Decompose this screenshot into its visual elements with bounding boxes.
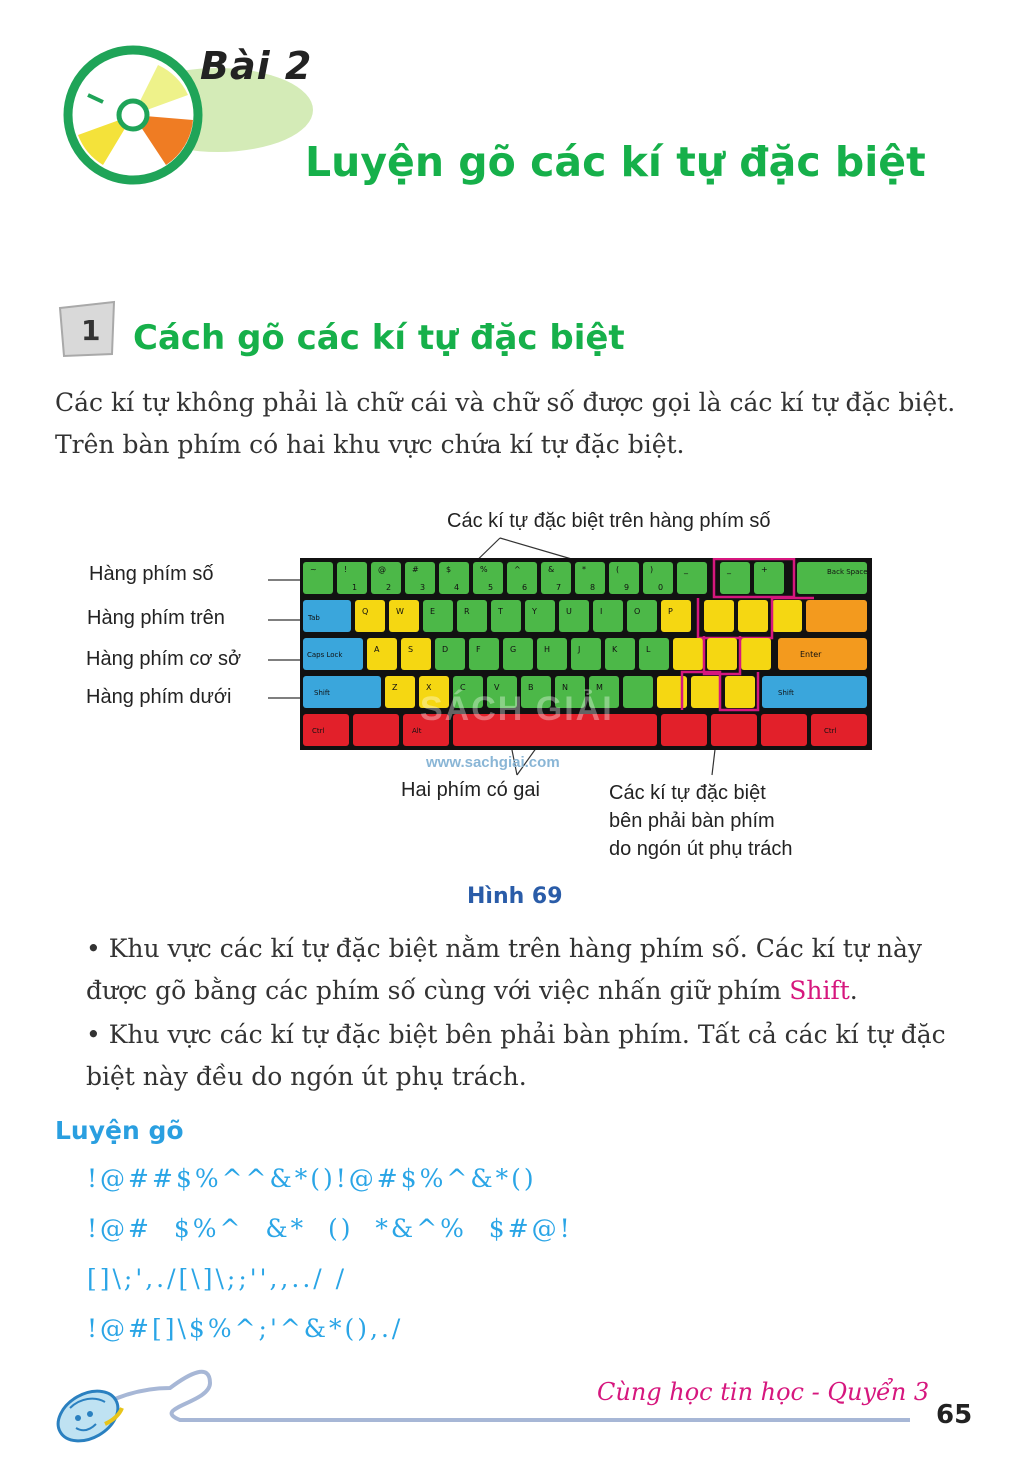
- svg-text:_: _: [727, 565, 731, 574]
- section-number: 1: [81, 314, 101, 347]
- book-title: Cùng học tin học - Quyển 3: [597, 1378, 930, 1406]
- callout-right-line-3: do ngón út phụ trách: [609, 838, 793, 860]
- key-caps-lock: Caps Lock: [307, 651, 343, 659]
- mouse-icon: [50, 1381, 127, 1448]
- key-h: H: [544, 645, 551, 654]
- key-backspace: Back Space: [827, 568, 868, 576]
- practice-line-1: !@##$%^^&*()!@#$%^&*(): [87, 1164, 537, 1193]
- watermark-logo: SÁCH GIẢI: [420, 690, 614, 728]
- svg-text:8: 8: [590, 583, 596, 592]
- svg-text:5: 5: [488, 583, 494, 592]
- section-title: Cách gõ các kí tự đặc biệt: [133, 318, 625, 358]
- key-a: A: [374, 645, 380, 654]
- svg-text:6: 6: [522, 583, 528, 592]
- row-label-number: Hàng phím số: [89, 563, 214, 585]
- key-shift-right: Shift: [778, 689, 794, 697]
- svg-text:!: !: [344, 565, 348, 574]
- svg-text:9: 9: [624, 583, 630, 592]
- key-r: R: [464, 607, 470, 616]
- callout-right-line-2: bên phải bàn phím: [609, 810, 775, 832]
- row-label-home: Hàng phím cơ sở: [86, 648, 242, 670]
- svg-text:2: 2: [386, 583, 392, 592]
- practice-line-3: []\;',./[\]\;;'',,../ /: [87, 1264, 348, 1293]
- svg-text:7: 7: [556, 583, 562, 592]
- home-row: [303, 636, 867, 674]
- svg-text:$: $: [446, 565, 452, 574]
- key-q: Q: [362, 607, 369, 616]
- callout-number-row-symbols: Các kí tự đặc biệt trên hàng phím số: [447, 510, 771, 532]
- row-label-bottom: Hàng phím dưới: [86, 686, 232, 708]
- svg-text:+: +: [761, 565, 768, 574]
- svg-text:@: @: [378, 565, 386, 574]
- key-w: W: [396, 607, 404, 616]
- svg-text:4: 4: [454, 583, 460, 592]
- bullet-right-side: • Khu vực các kí tự đặc biệt bên phải bàn phím. Tất cả các kí tự đặc biệt này đều do ngón út phụ trách.: [86, 1020, 946, 1091]
- svg-text:0: 0: [658, 583, 664, 592]
- row-label-top: Hàng phím trên: [87, 607, 225, 629]
- practice-line-4: !@#[]\$%^;'^&*(),./: [87, 1314, 404, 1343]
- svg-text:_: _: [684, 565, 688, 574]
- page-number: 65: [936, 1400, 973, 1430]
- key-z: Z: [392, 683, 398, 692]
- number-row: [303, 559, 868, 597]
- svg-text:&: &: [548, 565, 555, 574]
- key-y: Y: [532, 607, 537, 616]
- key-l: L: [646, 645, 651, 654]
- key-u: U: [566, 607, 572, 616]
- key-b: B: [528, 683, 534, 692]
- key-enter: Enter: [800, 650, 822, 659]
- key-o: O: [634, 607, 641, 616]
- key-e: E: [430, 607, 436, 616]
- svg-text:#: #: [412, 565, 419, 574]
- key-n: N: [562, 683, 568, 692]
- key-p: P: [668, 607, 673, 616]
- svg-text:%: %: [480, 565, 488, 574]
- key-v: V: [494, 683, 500, 692]
- svg-text:3: 3: [420, 583, 426, 592]
- svg-text:): ): [650, 565, 654, 574]
- svg-text:1: 1: [352, 583, 358, 592]
- key-t: T: [498, 607, 503, 616]
- bullet-number-row: [86, 928, 966, 1012]
- key-c: C: [460, 683, 466, 692]
- svg-text:^: ^: [514, 565, 521, 574]
- key-shift-left: Shift: [314, 689, 330, 697]
- key-x: X: [426, 683, 432, 692]
- callout-two-bumped-keys: Hai phím có gai: [401, 779, 540, 801]
- lesson-label: Bài 2: [200, 44, 313, 88]
- watermark-url: www.sachgiai.com: [426, 754, 560, 771]
- key-s: S: [408, 645, 414, 654]
- practice-title: Luyện gõ: [55, 1116, 184, 1145]
- svg-text:~: ~: [310, 565, 317, 574]
- bullet-1-text: • Khu vực các kí tự đặc biệt nằm trên hàng phím số. Các kí tự này được gõ bằng các phím số cùng với việc nhấn giữ phím: [86, 934, 922, 1005]
- practice-line-2: !@# $%^ &* () *&^% $#@!: [87, 1214, 573, 1243]
- key-ctrl-left: Ctrl: [312, 727, 325, 735]
- lesson-title: Luyện gõ các kí tự đặc biệt: [305, 138, 926, 186]
- svg-text:*: *: [582, 565, 586, 574]
- callout-right-line-1: Các kí tự đặc biệt: [609, 782, 766, 804]
- figure-caption: Hình 69: [467, 884, 563, 909]
- key-d: D: [442, 645, 449, 654]
- bullet-1-end: .: [849, 976, 858, 1005]
- key-m: M: [596, 683, 603, 692]
- key-ctrl-right: Ctrl: [824, 727, 837, 735]
- key-g: G: [510, 645, 517, 654]
- key-j: J: [578, 645, 581, 654]
- key-k: K: [612, 645, 618, 654]
- key-tab: Tab: [308, 614, 320, 622]
- intro-paragraph: Các kí tự không phải là chữ cái và chữ số được gọi là các kí tự đặc biệt. Trên bàn phím có hai khu vực chứa kí tự đặc biệt.: [55, 388, 956, 459]
- shift-keyword: Shift: [789, 976, 850, 1005]
- key-alt: Alt: [412, 727, 422, 735]
- key-f: F: [476, 645, 481, 654]
- key-i: I: [600, 607, 603, 616]
- svg-text:(: (: [616, 565, 620, 574]
